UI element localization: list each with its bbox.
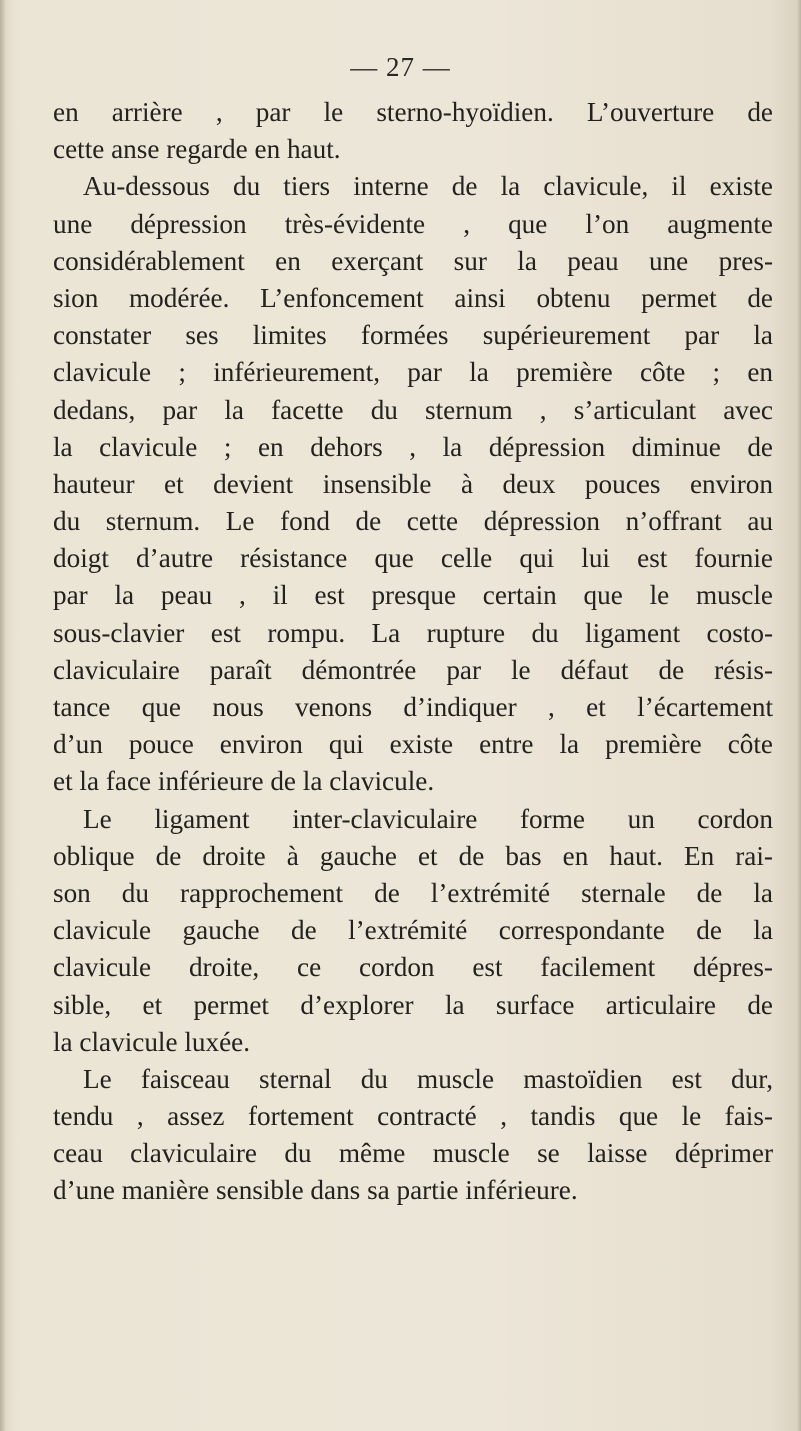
text-line: constater ses limites formées supérieurement par la [53, 320, 773, 351]
text-line: considérablement en exerçant sur la peau une pres- [53, 245, 773, 276]
text-line: tance que nous venons d’indiquer , et l’écartement [53, 692, 773, 722]
text-line: du sternum. Le fond de cette dépression n’offrant au [53, 506, 773, 537]
text-line: en arrière , par le sterno-hyoïdien. L’ouverture de [53, 97, 773, 127]
text-line: sible, et permet d’explorer la surface articulaire de [53, 989, 773, 1020]
text-line: cette anse regarde en haut. [53, 134, 341, 165]
text-line: clavicule droite, ce cordon est facilement dépres- [53, 952, 773, 983]
text-line: clavicule ; inférieurement, par la première côte ; en [53, 357, 773, 388]
text-line: claviculaire paraît démontrée par le défaut de résis- [53, 654, 773, 685]
text-line: d’une manière sensible dans sa partie inférieure. [53, 1175, 578, 1206]
text-line: la clavicule ; en dehors , la dépression diminue de [53, 431, 773, 462]
text-line: par la peau , il est presque certain que le muscle [53, 580, 773, 611]
text-line: et la face inférieure de la clavicule. [53, 766, 435, 797]
text-line: Le ligament inter-claviculaire forme un cordon [83, 803, 773, 834]
text-line: oblique de droite à gauche et de bas en haut. En rai- [53, 840, 773, 871]
text-line: d’un pouce environ qui existe entre la première côte [53, 729, 773, 760]
text-line: Au-dessous du tiers interne de la clavicule, il existe [83, 171, 773, 202]
body-text [53, 94, 773, 1210]
page-right-edge-shadow [797, 0, 801, 1431]
text-line: Le faisceau sternal du muscle mastoïdien est dur, [83, 1063, 773, 1094]
text-line: la clavicule luxée. [53, 1026, 251, 1057]
text-line: ceau claviculaire du même muscle se laisse déprimer [53, 1138, 773, 1169]
text-line: sion modérée. L’enfoncement ainsi obtenu permet de [53, 282, 773, 313]
text-line: clavicule gauche de l’extrémité correspondante de la [53, 915, 773, 946]
page-number: — 27 — [350, 52, 451, 82]
text-line: doigt d’autre résistance que celle qui lui est fournie [53, 543, 773, 574]
text-line: son du rapprochement de l’extrémité sternale de la [53, 877, 773, 908]
page-left-edge-shadow [0, 0, 6, 1431]
text-line: hauteur et devient insensible à deux pouces environ [53, 468, 773, 499]
text-line: dedans, par la facette du sternum , s’articulant avec [53, 394, 773, 425]
text-line: tendu , assez fortement contracté , tandis que le fais- [53, 1101, 773, 1132]
text-line: une dépression très-évidente , que l’on augmente [53, 208, 773, 239]
text-line: sous-clavier est rompu. La rupture du ligament costo- [53, 617, 773, 648]
